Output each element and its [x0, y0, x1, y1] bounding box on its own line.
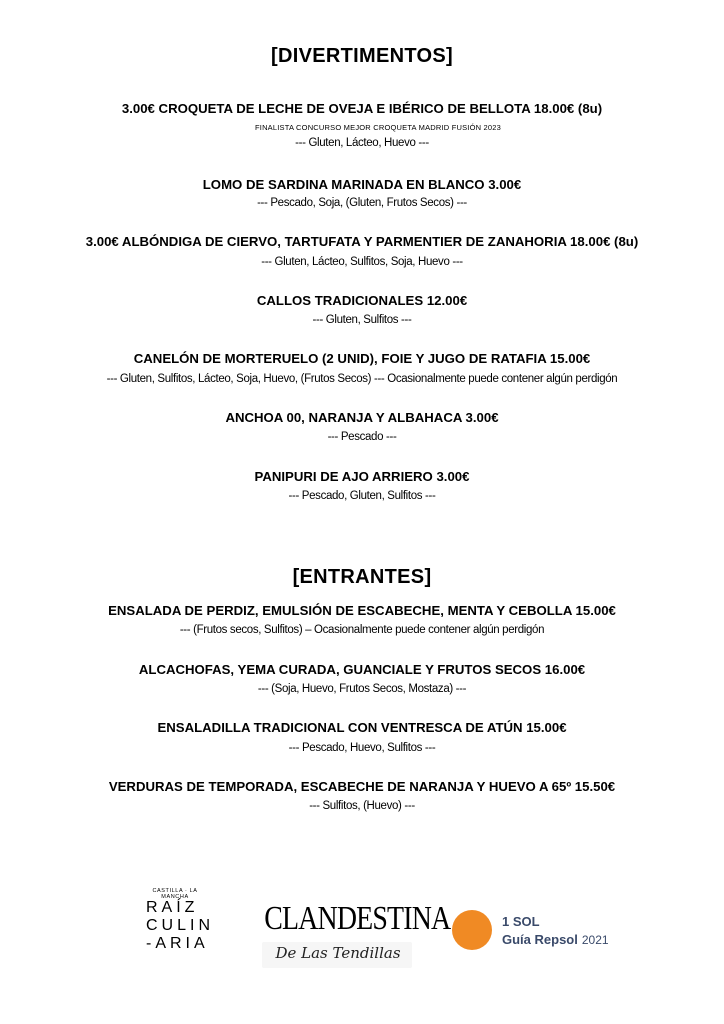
dish-canelon-allergens: --- Gluten, Sulfitos, Lácteo, Soja, Huevo, (Frutos Secos) --- Ocasionalmente puede contener algún perdigón: [106, 373, 618, 385]
repsol-sol-count: 1 SOL: [502, 914, 540, 929]
dish-ensaladilla-allergens: --- Pescado, Huevo, Sulfitos ---: [288, 742, 436, 754]
dish-callos: CALLOS TRADICIONALES 12.00€: [256, 293, 468, 308]
clandestina-logo-name: CLANDESTINA: [264, 900, 451, 937]
repsol-sun-icon: [450, 906, 494, 950]
dish-canelon: CANELÓN DE MORTERUELO (2 UNID), FOIE Y JUGO DE RATAFIA 15.00€: [133, 351, 591, 366]
dish-panipuri: PANIPURI DE AJO ARRIERO 3.00€: [254, 469, 470, 484]
raiz-logo-line3: -ARIA: [146, 935, 209, 952]
dish-verduras-allergens: --- Sulfitos, (Huevo) ---: [309, 800, 415, 812]
dish-croqueta-note: FINALISTA CONCURSO MEJOR CROQUETA MADRID FUSIÓN 2023: [255, 123, 501, 132]
dish-albondiga-allergens: --- Gluten, Lácteo, Sulfitos, Soja, Huevo ---: [261, 256, 463, 268]
section-title-divertimentos: [DIVERTIMENTOS]: [271, 45, 453, 67]
dish-ensaladilla: ENSALADILLA TRADICIONAL CON VENTRESCA DE ATÚN 15.00€: [157, 720, 567, 735]
dish-alcachofas: ALCACHOFAS, YEMA CURADA, GUANCIALE Y FRUTOS SECOS 16.00€: [138, 662, 586, 677]
dish-callos-allergens: --- Gluten, Sulfitos ---: [312, 314, 412, 326]
dish-croqueta: 3.00€ CROQUETA DE LECHE DE OVEJA E IBÉRICO DE BELLOTA 18.00€ (8u): [121, 101, 603, 116]
dish-ensalada-perdiz-allergens: --- (Frutos secos, Sulfitos) – Ocasionalmente puede contener algún perdigón: [179, 624, 545, 636]
raiz-culinaria-logo: [140, 888, 215, 960]
dish-anchoa-allergens: --- Pescado ---: [327, 431, 397, 443]
dish-croqueta-allergens: --- Gluten, Lácteo, Huevo ---: [295, 137, 429, 149]
clandestina-logo: [248, 896, 451, 972]
dish-albondiga: 3.00€ ALBÓNDIGA DE CIERVO, TARTUFATA Y PARMENTIER DE ZANAHORIA 18.00€ (8u): [85, 234, 639, 249]
clandestina-logo-subtitle: De Las Tendillas: [275, 944, 401, 962]
repsol-guide-line: [502, 932, 609, 947]
dish-verduras: VERDURAS DE TEMPORADA, ESCABECHE DE NARANJA Y HUEVO A 65º 15.50€: [108, 779, 616, 794]
dish-sardina-allergens: --- Pescado, Soja, (Gluten, Frutos Secos) ---: [257, 197, 467, 209]
raiz-logo-line2: CULIN: [146, 917, 215, 934]
raiz-logo-line1: RAÍZ: [146, 899, 199, 916]
dish-anchoa: ANCHOA 00, NARANJA Y ALBAHACA 3.00€: [225, 410, 499, 425]
dish-panipuri-allergens: --- Pescado, Gluten, Sulfitos ---: [288, 490, 436, 502]
dish-ensalada-perdiz: ENSALADA DE PERDIZ, EMULSIÓN DE ESCABECHE, MENTA Y CEBOLLA 15.00€: [108, 603, 616, 618]
repsol-year: 2021: [581, 933, 609, 947]
raiz-logo-region: CASTILLA · LA MANCHA: [152, 888, 198, 900]
dish-sardina: LOMO DE SARDINA MARINADA EN BLANCO 3.00€: [202, 177, 522, 192]
dish-alcachofas-allergens: --- (Soja, Huevo, Frutos Secos, Mostaza) ---: [257, 683, 467, 695]
section-title-entrantes: [ENTRANTES]: [292, 566, 432, 588]
guia-repsol-logo: [450, 906, 640, 956]
repsol-brand: Guía Repsol: [502, 932, 578, 947]
